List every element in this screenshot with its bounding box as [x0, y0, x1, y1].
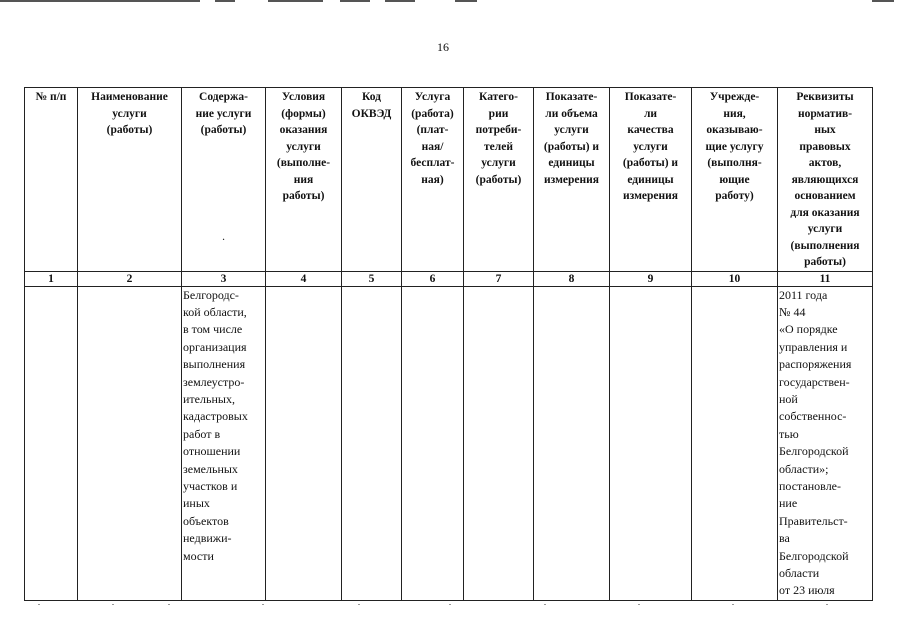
scan-edge-top	[0, 0, 905, 4]
header-cell-volume-indicators: Показате- ли объема услуги (работы) и единицы измерения	[534, 88, 610, 272]
cell-consumer-categories	[464, 286, 534, 600]
column-number: 11	[778, 271, 873, 286]
header-cell-consumer-categories: Катего- рии потреби- телей услуги (работы)	[464, 88, 534, 272]
cell-institutions	[692, 286, 778, 600]
header-cell-service-name: Наименование услуги (работы)	[78, 88, 182, 272]
cell-legal-acts: 2011 года № 44 «О порядке управления и распоряжения государствен- ной собственнос- тью Белгородской области»; постановле- ние Правительст- ва Белгородской области от 23 июля	[778, 286, 873, 600]
column-number: 1	[25, 271, 78, 286]
header-cell-institutions: Учрежде- ния, оказываю- щие услугу (выполня- ющие работу)	[692, 88, 778, 272]
column-number: 3	[182, 271, 266, 286]
cell-service-content: Белгородс- кой области, в том числе организация выполнения землеустро- ительных, кадастровых работ в отношении земельных участков и иных объектов недвижи- мости	[182, 286, 266, 600]
column-number: 9	[610, 271, 692, 286]
header-cell-conditions: Условия (формы) оказания услуги (выполне- ния работы)	[266, 88, 342, 272]
cell-number	[25, 286, 78, 600]
column-number: 2	[78, 271, 182, 286]
column-number-row	[25, 271, 873, 286]
header-cell-okved-code: Код ОКВЭД	[342, 88, 402, 272]
cell-okved-code	[342, 286, 402, 600]
header-cell-quality-indicators: Показате- ли качества услуги (работы) и единицы измерения	[610, 88, 692, 272]
cell-service-name	[78, 286, 182, 600]
cell-volume-indicators	[534, 286, 610, 600]
column-number: 7	[464, 271, 534, 286]
services-register-table	[24, 87, 873, 601]
header-cell-number: № п/п	[25, 88, 78, 272]
header-row	[25, 88, 873, 272]
cell-quality-indicators	[610, 286, 692, 600]
table-row	[25, 286, 873, 600]
column-number: 10	[692, 271, 778, 286]
header-cell-service-content: Содержа- ние услуги (работы) .	[182, 88, 266, 272]
column-number: 4	[266, 271, 342, 286]
page-number: 16	[437, 40, 449, 54]
column-number: 5	[342, 271, 402, 286]
column-number: 6	[402, 271, 464, 286]
cell-paid-free	[402, 286, 464, 600]
scan-edge-bottom	[0, 604, 905, 608]
cell-conditions	[266, 286, 342, 600]
header-mark: .	[222, 230, 225, 243]
header-cell-legal-acts: Реквизиты норматив- ных правовых актов, являющихся основанием для оказания услуги (выполнения работы)	[778, 88, 873, 272]
column-number: 8	[534, 271, 610, 286]
header-cell-paid-free: Услуга (работа) (плат- ная/ бесплат- ная)	[402, 88, 464, 272]
